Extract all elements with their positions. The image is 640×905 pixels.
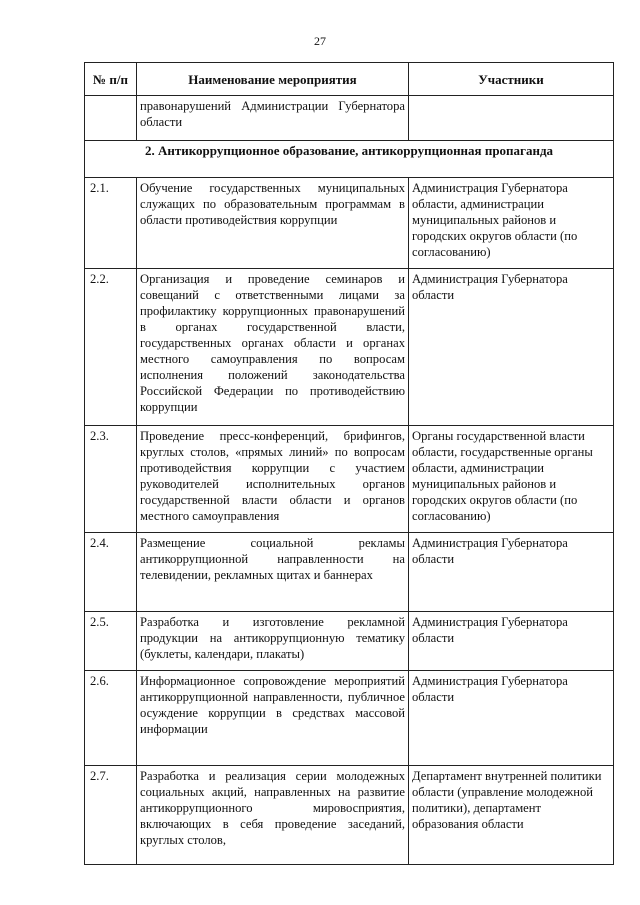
header-participants: Участники (409, 63, 614, 96)
cell-participants: Органы государственной власти области, государственные органы области, администрации муниципальных районов и городских округов области (по согласованию) (409, 426, 614, 533)
cell-num: 2.1. (85, 178, 137, 269)
table-row (85, 766, 614, 865)
cell-name: Информационное сопровождение мероприятий антикоррупционной направленности, публичное осуждение коррупции в средствах массовой информации (137, 671, 409, 766)
table-row (85, 178, 614, 269)
table-row (85, 426, 614, 533)
table-header-row (85, 63, 614, 96)
cell-num: 2.6. (85, 671, 137, 766)
cell-participants: Администрация Губернатора области (409, 671, 614, 766)
header-num: № п/п (85, 63, 137, 96)
cell-name: Разработка и реализация серии молодежных социальных акций, направленных на развитие антикоррупционного мировосприятия, включающих в себя проведение заседаний, круглых столов, (137, 766, 409, 865)
page-number: 27 (314, 34, 326, 48)
table-row (85, 612, 614, 671)
measures-table (84, 62, 614, 865)
section-heading-row (85, 141, 614, 178)
table-row (85, 269, 614, 426)
header-name: Наименование мероприятия (137, 63, 409, 96)
cell-participants: Администрация Губернатора области (409, 612, 614, 671)
cell-name: Размещение социальной рекламы антикоррупционной направленности на телевидении, рекламных щитах и баннерах (137, 533, 409, 612)
cell-num: 2.4. (85, 533, 137, 612)
cell-name: Организация и проведение семинаров и совещаний с ответственными лицами за профилактику коррупционных правонарушений в органах государственной власти, государственных органах области и органах местного самоуправления по вопросам исполнения положений законодательства Российской Федерации по противодействию коррупции (137, 269, 409, 426)
cell-num: 2.5. (85, 612, 137, 671)
table-row (85, 533, 614, 612)
cell-name: Разработка и изготовление рекламной продукции на антикоррупционную тематику (буклеты, календари, плакаты) (137, 612, 409, 671)
cell-num: 2.7. (85, 766, 137, 865)
cell-participants: Департамент внутренней политики области (управление молодежной политики), департамент образования области (409, 766, 614, 865)
cell-participants (409, 96, 614, 141)
cell-num (85, 96, 137, 141)
table-row-continuation (85, 96, 614, 141)
cell-num: 2.3. (85, 426, 137, 533)
section-title: 2. Антикоррупционное образование, антикоррупционная пропаганда (85, 141, 614, 178)
table-row (85, 671, 614, 766)
cell-name: Обучение государственных муниципальных служащих по образовательным программам в области противодействия коррупции (137, 178, 409, 269)
cell-name: Проведение пресс-конференций, брифингов, круглых столов, «прямых линий» по вопросам противодействия коррупции с участием руководителей исполнительных органов государственной власти области и органов местного самоуправления (137, 426, 409, 533)
cell-name: правонарушений Администрации Губернатора области (137, 96, 409, 141)
cell-participants: Администрация Губернатора области, администрации муниципальных районов и городских округов области (по согласованию) (409, 178, 614, 269)
cell-participants: Администрация Губернатора области (409, 533, 614, 612)
cell-participants: Администрация Губернатора области (409, 269, 614, 426)
cell-num: 2.2. (85, 269, 137, 426)
